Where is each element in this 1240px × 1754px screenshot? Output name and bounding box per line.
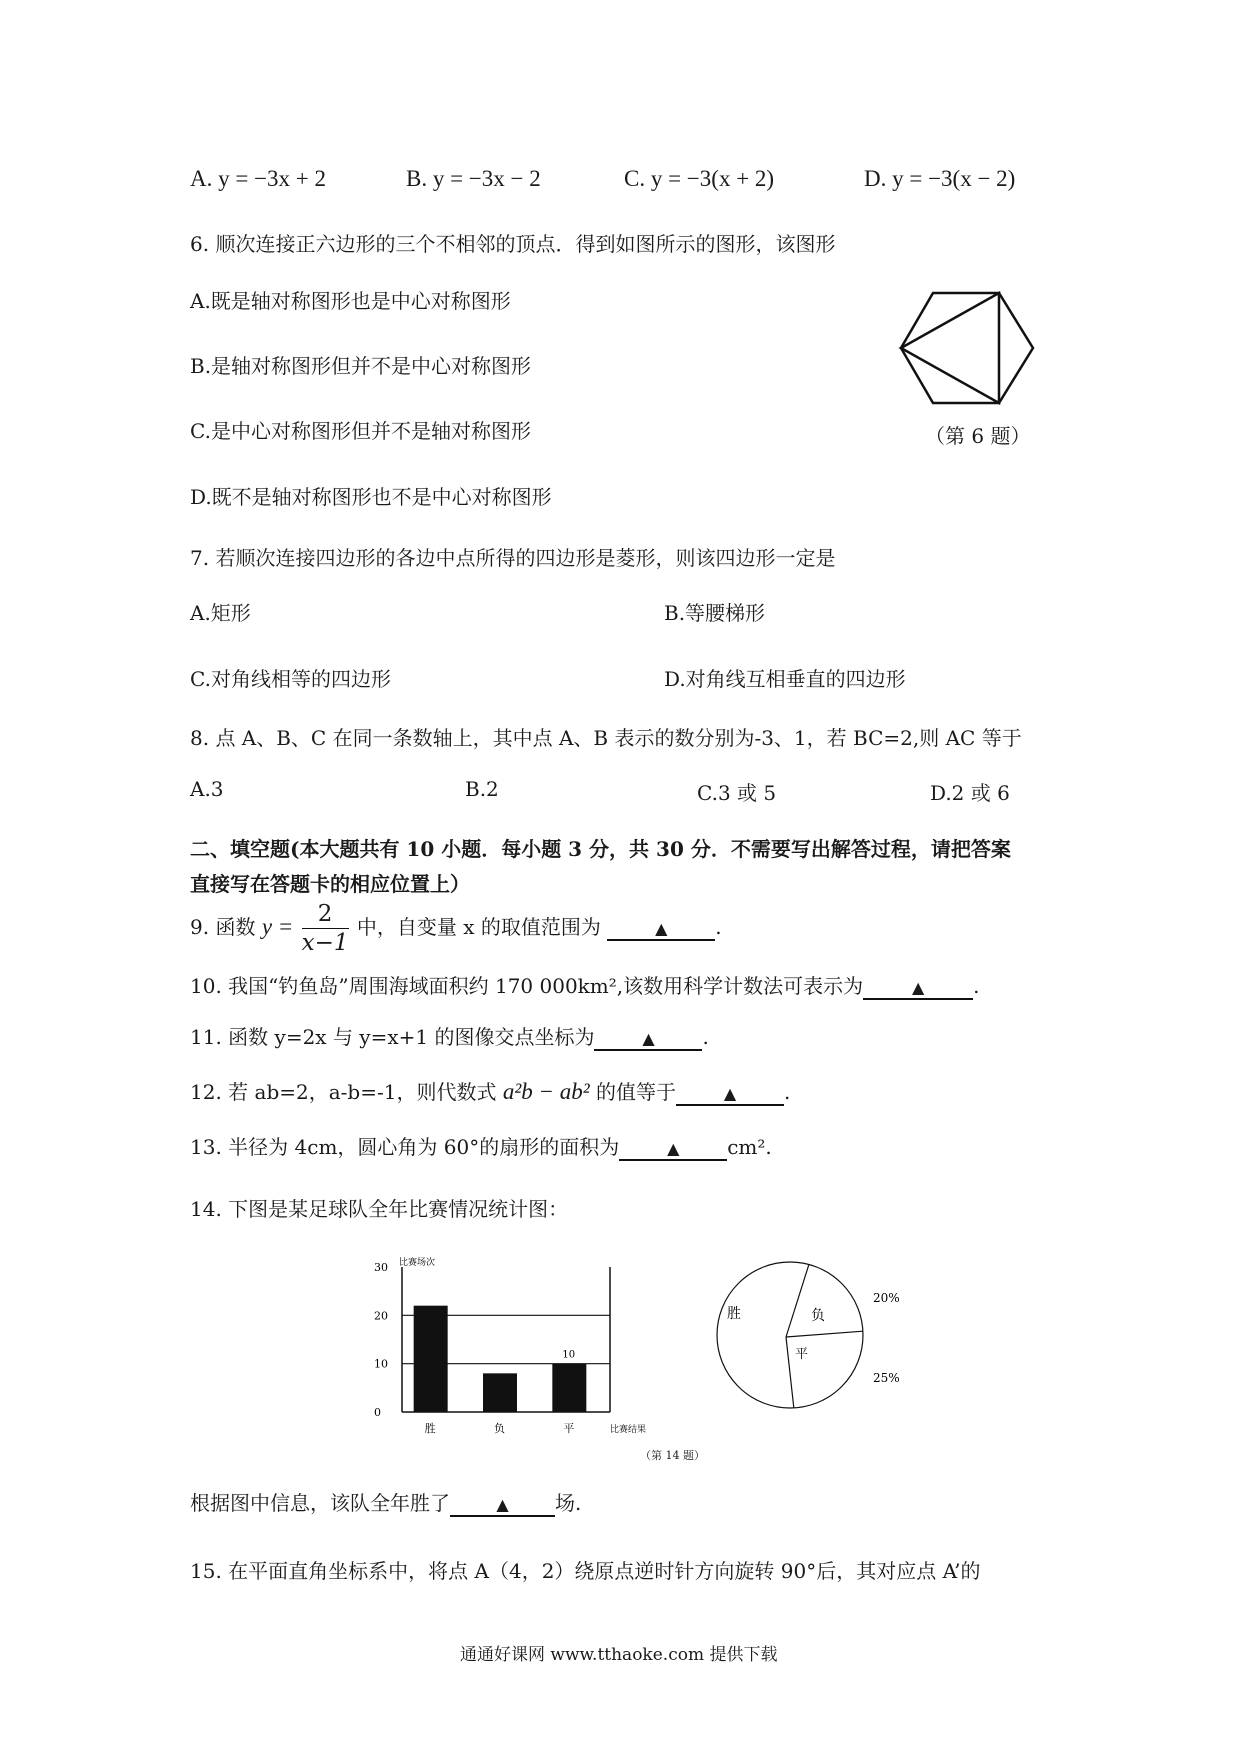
y-tick-label: 10 xyxy=(374,1357,388,1371)
q14-after-prefix: 根据图中信息，该队全年胜了 xyxy=(190,1491,450,1515)
pie-percent-draw: 25% xyxy=(873,1371,900,1385)
pie-label-win: 胜 xyxy=(727,1306,741,1322)
q13-answer-blank[interactable]: ▲ xyxy=(619,1139,727,1161)
pie-divider xyxy=(786,1264,809,1337)
q8-stem: 8. 点 A、B、C 在同一条数轴上，其中点 A、B 表示的数分别为-3、1，若 BC=2,则 AC 等于 xyxy=(190,726,1022,750)
q6-option-b: B.是轴对称图形但并不是中心对称图形 xyxy=(190,354,532,378)
pie-divider xyxy=(786,1337,794,1408)
y-tick-label: 20 xyxy=(374,1309,388,1323)
pie-label-draw: 平 xyxy=(795,1347,809,1362)
bar-负 xyxy=(483,1373,517,1412)
q6-stem: 6. 顺次连接正六边形的三个不相邻的顶点．得到如图所示的图形，该图形 xyxy=(190,232,836,256)
q9-lhs: y = xyxy=(261,914,294,939)
q5-option-b: B. y = −3x − 2 xyxy=(406,166,541,191)
q13-text: 13. 半径为 4cm，圆心角为 60°的扇形的面积为 xyxy=(190,1135,620,1159)
x-tick-label: 平 xyxy=(563,1422,575,1435)
q11-line xyxy=(190,1021,709,1051)
q8-option-c: C.3 或 5 xyxy=(697,781,777,805)
q12-line xyxy=(190,1076,790,1106)
q7-option-d: D.对角线互相垂直的四边形 xyxy=(664,667,906,691)
q7-option-a: A.矩形 xyxy=(190,601,251,625)
q8-option-b: B.2 xyxy=(465,777,499,801)
q6-option-c: C.是中心对称图形但并不是轴对称图形 xyxy=(190,419,531,443)
inner-triangle xyxy=(901,293,999,403)
q12-prefix: 12. 若 ab=2，a-b=-1，则代数式 xyxy=(190,1080,497,1104)
x-axis-label: 比赛结果 xyxy=(610,1425,647,1435)
q9-denominator: x−1 xyxy=(301,930,349,956)
bar-平 xyxy=(552,1364,586,1412)
q14-caption: （第 14 题） xyxy=(640,1449,705,1462)
q14-after-suffix: 场. xyxy=(555,1491,582,1515)
q11-text: 11. 函数 y=2x 与 y=x+1 的图像交点坐标为 xyxy=(190,1025,595,1049)
pie-label-loss: 负 xyxy=(811,1308,825,1324)
pie-percent-loss: 20% xyxy=(873,1291,900,1305)
pie-outline xyxy=(717,1262,863,1408)
q13-line xyxy=(190,1131,772,1161)
x-tick-label: 胜 xyxy=(424,1422,436,1435)
x-tick-label: 负 xyxy=(494,1422,505,1435)
q14-answer-line xyxy=(190,1487,581,1517)
q12-answer-blank[interactable]: ▲ xyxy=(676,1084,784,1106)
q7-stem: 7. 若顺次连接四边形的各边中点所得的四边形是菱形，则该四边形一定是 xyxy=(190,546,836,570)
q9-answer-blank[interactable]: ▲ xyxy=(607,919,715,941)
q5-option-a: A. y = −3x + 2 xyxy=(190,166,327,191)
bar-胜 xyxy=(414,1306,448,1412)
q7-option-c: C.对角线相等的四边形 xyxy=(190,667,391,691)
q6-caption: （第 6 题） xyxy=(925,424,1031,448)
q10-answer-blank[interactable]: ▲ xyxy=(863,978,973,1000)
q9-line xyxy=(190,895,722,959)
q11-end: . xyxy=(702,1025,709,1049)
q9-fraction xyxy=(302,900,349,957)
section2-heading-line2: 直接写在答题卡的相应位置上） xyxy=(190,872,470,896)
page-footer: 通通好课网 www.tthaoke.com 提供下载 xyxy=(460,1645,778,1665)
q9-end: . xyxy=(715,915,722,939)
q8-option-d: D.2 或 6 xyxy=(930,781,1010,805)
q5-option-c: C. y = −3(x + 2) xyxy=(624,166,775,191)
bar-chart xyxy=(370,1255,715,1465)
q5-option-d: D. y = −3(x − 2) xyxy=(864,166,1016,191)
pie-chart xyxy=(705,1250,930,1420)
pie-divider xyxy=(786,1331,863,1337)
q9-suffix: 中，自变量 x 的取值范围为 xyxy=(356,915,601,939)
q10-text: 10. 我国“钓鱼岛”周围海域面积约 170 000km²,该数用科学计数法可表示为 xyxy=(190,974,864,998)
q9-prefix: 9. 函数 xyxy=(190,915,256,939)
q10-end: . xyxy=(973,974,980,998)
y-tick-label: 0 xyxy=(374,1406,381,1419)
q6-option-a: A.既是轴对称图形也是中心对称图形 xyxy=(190,289,511,313)
q9-numerator: 2 xyxy=(302,900,349,929)
q12-suffix: 的值等于 xyxy=(596,1080,676,1104)
hexagon-figure xyxy=(895,285,1080,415)
q6-option-d: D.既不是轴对称图形也不是中心对称图形 xyxy=(190,485,552,509)
q10-line xyxy=(190,970,980,1000)
q8-option-a: A.3 xyxy=(190,777,224,801)
bar-data-label: 10 xyxy=(562,1349,576,1361)
q15-text: 15. 在平面直角坐标系中，将点 A（4，2）绕原点逆时针方向旋转 90°后，其对应点 A’的 xyxy=(190,1559,981,1583)
q11-answer-blank[interactable]: ▲ xyxy=(594,1029,702,1051)
q12-expression: a²b − ab² xyxy=(502,1079,590,1104)
q14-stem: 14. 下图是某足球队全年比赛情况统计图： xyxy=(190,1197,569,1221)
q12-end: . xyxy=(784,1080,791,1104)
q7-option-b: B.等腰梯形 xyxy=(664,601,766,625)
y-axis-label: 比赛场次 xyxy=(399,1258,436,1268)
y-tick-label: 30 xyxy=(374,1261,388,1274)
q13-end: cm². xyxy=(727,1135,772,1159)
section2-heading-line1: 二、填空题(本大题共有 10 小题．每小题 3 分，共 30 分．不需要写出解答过程，请把答案 xyxy=(190,837,1011,861)
hexagon-outline xyxy=(901,293,1033,403)
q14-answer-blank[interactable]: ▲ xyxy=(450,1495,555,1517)
